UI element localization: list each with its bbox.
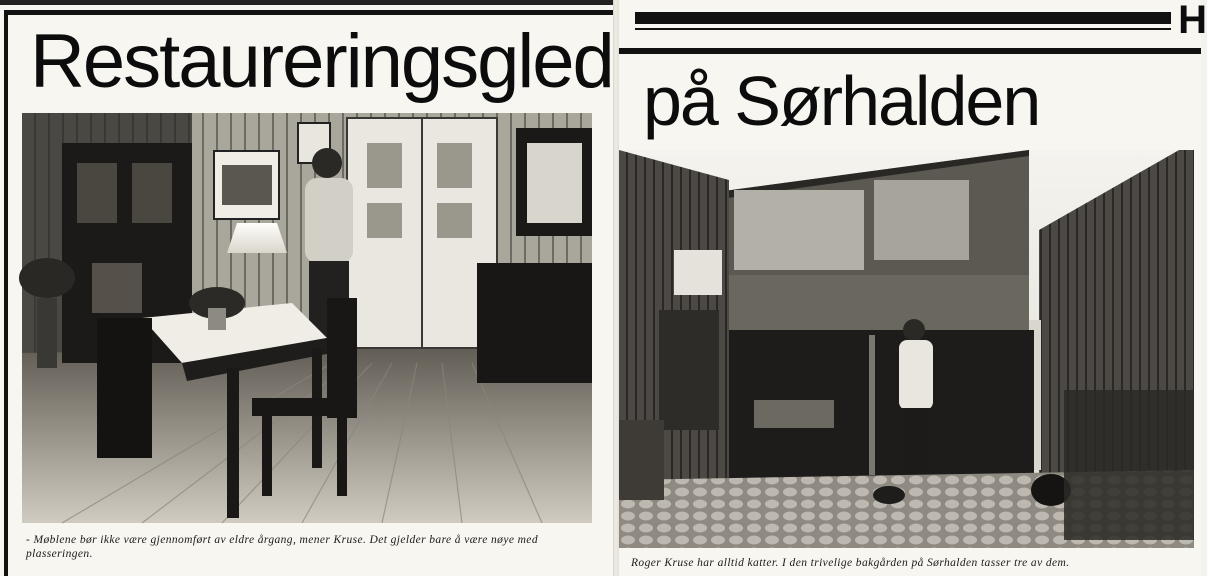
- right-newspaper-page: [619, 0, 1207, 576]
- top-border-rule: [0, 0, 613, 5]
- photo-caption-right: Roger Kruse har alltid katter. I den trivelige bakgården på Sørhalden tasser tre av dem.: [631, 557, 1070, 569]
- photo-caption-left: - Møblene bør ikke være gjennomført av eldre årgang, mener Kruse. Det gjelder bare å være nøye med plasseringen.: [26, 534, 538, 560]
- masthead-rule-thick: [635, 12, 1171, 24]
- header-rule-right: [619, 48, 1201, 54]
- courtyard-photo: [619, 150, 1194, 548]
- header-rule: [8, 10, 613, 15]
- left-border-rule: [4, 10, 8, 576]
- masthead-fragment: H: [1178, 0, 1207, 42]
- interior-dining-room-photo: [22, 113, 592, 523]
- headline-right: på Sørhalden: [643, 62, 1040, 140]
- masthead-rule-thin: [635, 28, 1171, 30]
- headline-left: Restaureringsgled: [30, 19, 613, 104]
